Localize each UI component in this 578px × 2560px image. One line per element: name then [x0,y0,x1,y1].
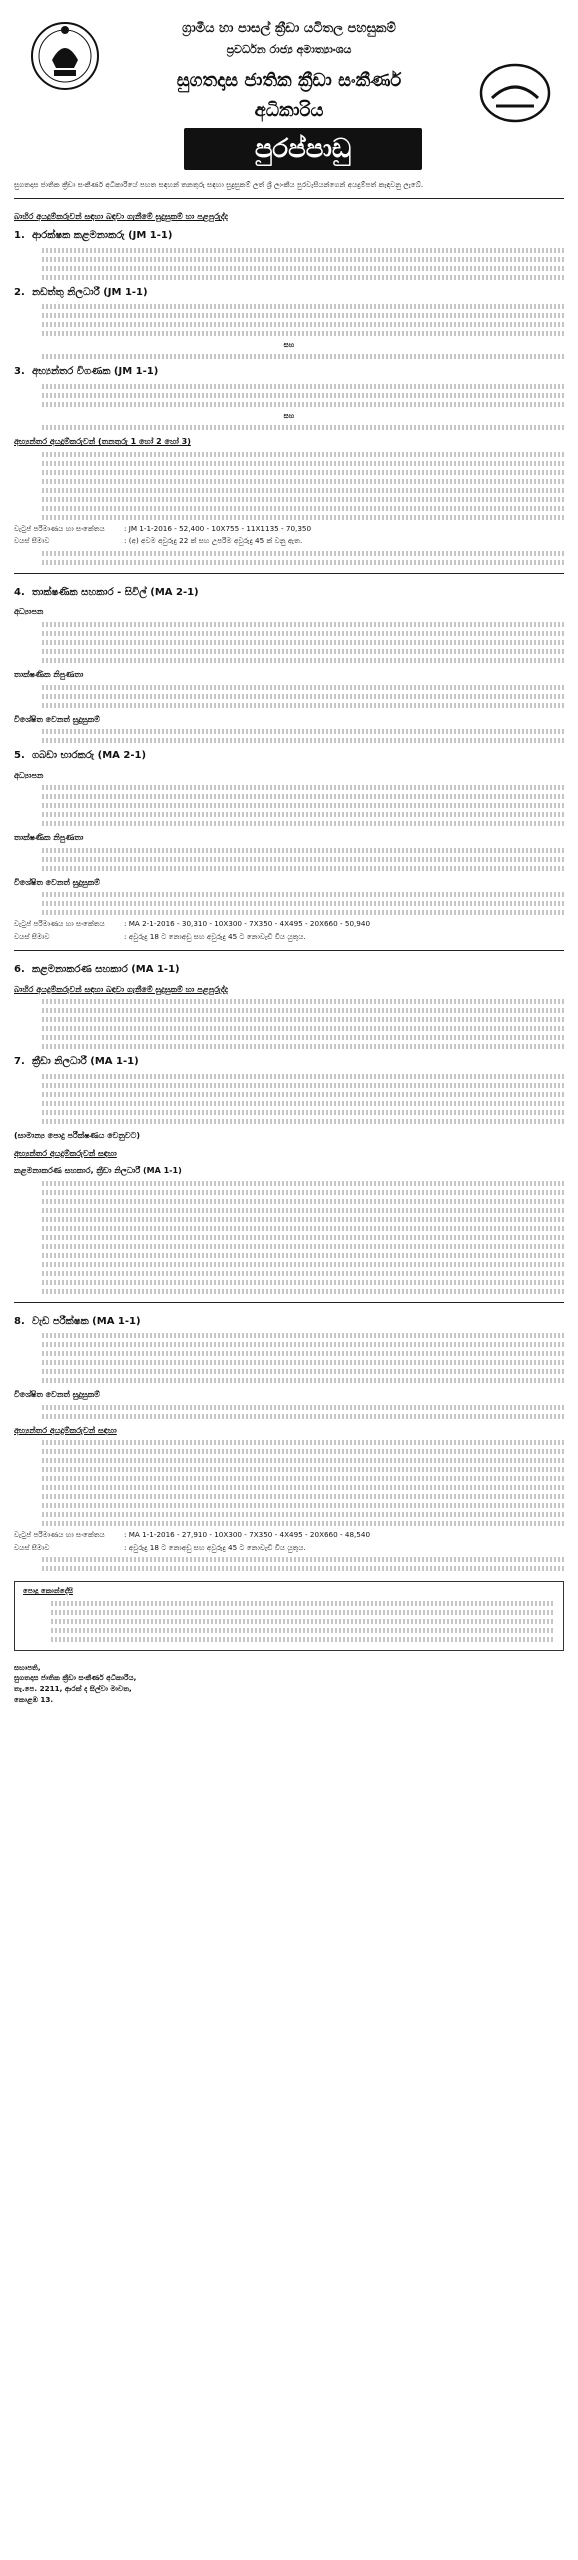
post-2-experience [42,354,564,359]
post-1-body [42,248,564,280]
age-label: වයස් සීමාව [14,1542,50,1552]
internal-body [42,1440,564,1526]
post-number: 2. [14,286,25,298]
and-label: සහ [283,340,295,350]
post-6-body [42,999,564,1049]
post-5-technical [42,848,564,871]
header [14,8,564,164]
post-4-special [42,729,564,743]
salary-value: : JM 1-1-2016 - 52,400 - 10X755 - 11X1135 - 70,350 [124,524,312,533]
post-name: ආරක්ෂක කළමනාකරු (JM 1-1) [32,230,173,242]
post-4-technical [42,685,564,708]
general-conditions [14,1581,564,1650]
age-row [14,536,564,546]
age-value: : අවුරුදු 18 ට නොඅඩු සහ අවුරුදු 45 ට නොවැඩි විය යුතුය. [124,1542,306,1552]
section-4 [14,1302,564,1572]
signature-line: කොළඹ 13. [14,1695,54,1705]
salary-row [14,524,564,534]
post-8-title [14,1315,564,1330]
general-conditions-body [51,1601,555,1642]
education-label: අධ්‍යාපන [14,607,44,617]
salary-label: වැටුප් පරිමාණය හා සංකේතය [14,524,105,533]
post-8-special [42,1405,564,1419]
post-8-body [42,1333,564,1383]
post-2-title [14,286,564,301]
post-name: නඩත්තු නිලධාරී (JM 1-1) [32,286,148,298]
content [14,180,564,1706]
post-name: වැඩ පරීක්ෂක (MA 1-1) [32,1315,141,1327]
post-7-title [14,1055,564,1070]
age-label: වයස් සීමාව [14,536,50,546]
post-4-title [14,586,564,601]
vacancies-banner: පුරප්පාඩු [184,128,422,170]
post-name: ගබඩා භාරකරු (MA 2-1) [32,750,147,762]
post-name: අභ්‍යන්තර විගණක (JM 1-1) [32,366,159,378]
post-5-special [42,892,564,915]
salary-row [14,1530,564,1540]
state-emblem-icon [30,18,100,96]
ministry-line1: ග්‍රාමීය හා පාසල් ක්‍රීඩා යටිතල පහසුකම් [182,21,396,36]
post-4-education [42,622,564,663]
post-number: 3. [14,366,25,378]
section-3 [14,950,564,1293]
post-number: 7. [14,1056,25,1068]
post-3-body [42,384,564,407]
authority-logo-icon [478,62,552,124]
age-value: : අවුරුදු 18 ට නොඅඩු සහ අවුරුදු 45 ට නොවැඩි විය යුතුය. [124,931,306,941]
post-number: 4. [14,586,25,598]
salary-value: : MA 2-1-2016 - 30,310 - 10X300 - 7X350 - 4X495 - 20X660 - 50,940 [124,919,371,929]
general-conditions-title: පොදු කොන්දේසි [23,1586,74,1596]
internal-applicants-heading: අභ්‍යන්තර අයදුම්කරුවන් (තනතුරු 1 හෝ 2 හෝ 3) [14,437,191,447]
post-number: 5. [14,750,25,762]
age-value: : (අ) අවම අවුරුදු 22 ක් සහ උපරිම අවුරුදු 45 ක් වනු ඇත. [124,536,303,546]
age-row [14,1543,564,1553]
section-2 [14,573,564,942]
age-row [14,932,564,942]
post-5-education [42,785,564,826]
post-number: 8. [14,1315,25,1327]
ministry-line2: ප්‍රවර්ධන රාජ්‍ය අමාත්‍යාංශය [226,43,352,56]
special-label: විශේෂිත වෙනත් සුදුසුකම් [14,1390,100,1400]
post-3-title [14,365,564,380]
signature-block [14,1663,564,1706]
special-label: විශේෂිත වෙනත් සුදුසුකම් [14,714,100,724]
external-qualifications-heading: බාහිර අයදුම්කරුවන් සඳහා බඳවා ගැනීමේ සුදුසුකම් හා පළපුරුද්ද [14,984,228,994]
signature-line: සභාපති, [14,1662,41,1672]
section-1-notes [42,551,564,565]
post-5-title [14,749,564,764]
internal-applicants-heading: අභ්‍යන්තර අයදුම්කරුවන් සඳහා [14,1425,117,1435]
post-name: ක්‍රීඩා නිලධාරී (MA 1-1) [32,1056,139,1068]
technical-label: තාක්ෂණික නිපුණතා [14,833,84,843]
internal-body [42,452,564,520]
post-name: තාක්ෂණික සහකාර - සිවිල් (MA 2-1) [32,586,199,598]
authority-line2: අධිකාරිය [254,100,324,121]
signature-line: සුගතදාස ජාතික ක්‍රීඩා සංකීර්ණ අධිකාරිය, [14,1673,137,1683]
post-3-experience [42,425,564,430]
exam-note: (සාමාන්‍ය පොදු පරීක්ෂණය වෙනුවට) [14,1130,141,1140]
age-label: වයස් සීමාව [14,931,50,941]
signature-line: තැ.පෙ. 2211, ආරක් ද සිල්වා මාවත, [14,1684,132,1694]
salary-value: : MA 1-1-2016 - 27,910 - 10X300 - 7X350 - 4X495 - 20X660 - 48,540 [124,1530,371,1540]
salary-label: වැටුප් පරිමාණය හා සංකේතය [14,1530,105,1540]
special-label: විශේෂිත වෙනත් සුදුසුකම් [14,877,100,887]
post-7-body [42,1074,564,1124]
external-qualifications-heading: බාහිර අයදුම්කරුවන් සඳහා බඳවා ගැනීමේ සුදුසුකම් හා පළපුරුද්ද [14,212,228,222]
section-1 [14,198,564,564]
authority-line1: සුගතදාස ජාතික ක්‍රීඩා සංකීර්ණ [176,70,402,91]
internal-applicants-heading: අභ්‍යන්තර අයදුම්කරුවන් සඳහා [14,1148,117,1158]
post-name: කළමනාකරණ සහකාර (MA 1-1) [32,964,180,976]
post-number: 1. [14,230,25,242]
intro-text: සුගතදාස ජාතික ක්‍රීඩා සංකීර්ණ අධිකාරියේ පහත සඳහන් තනතුරු සඳහා සුදුසුකම් ලත් ශ්‍රී ලාංකීය පුරවැසියන්ගෙන් අයදුම්පත් කැඳවනු ලැබේ. [14,180,424,189]
salary-label: වැටුප් පරිමාණය හා සංකේතය [14,919,105,929]
post-6-title [14,963,564,978]
post-2-body [42,304,564,336]
section-4-notes [42,1557,564,1571]
salary-row [14,919,564,929]
internal-body [42,1181,564,1294]
post-number: 6. [14,964,25,976]
post-1-title [14,229,564,244]
internal-subheading: කළමනාකරණ සහකාර, ක්‍රීඩා නිලධාරී (MA 1-1) [14,1166,182,1176]
technical-label: තාක්ෂණික නිපුණතා [14,669,84,679]
and-label: සහ [283,410,295,420]
education-label: අධ්‍යාපන [14,770,44,780]
